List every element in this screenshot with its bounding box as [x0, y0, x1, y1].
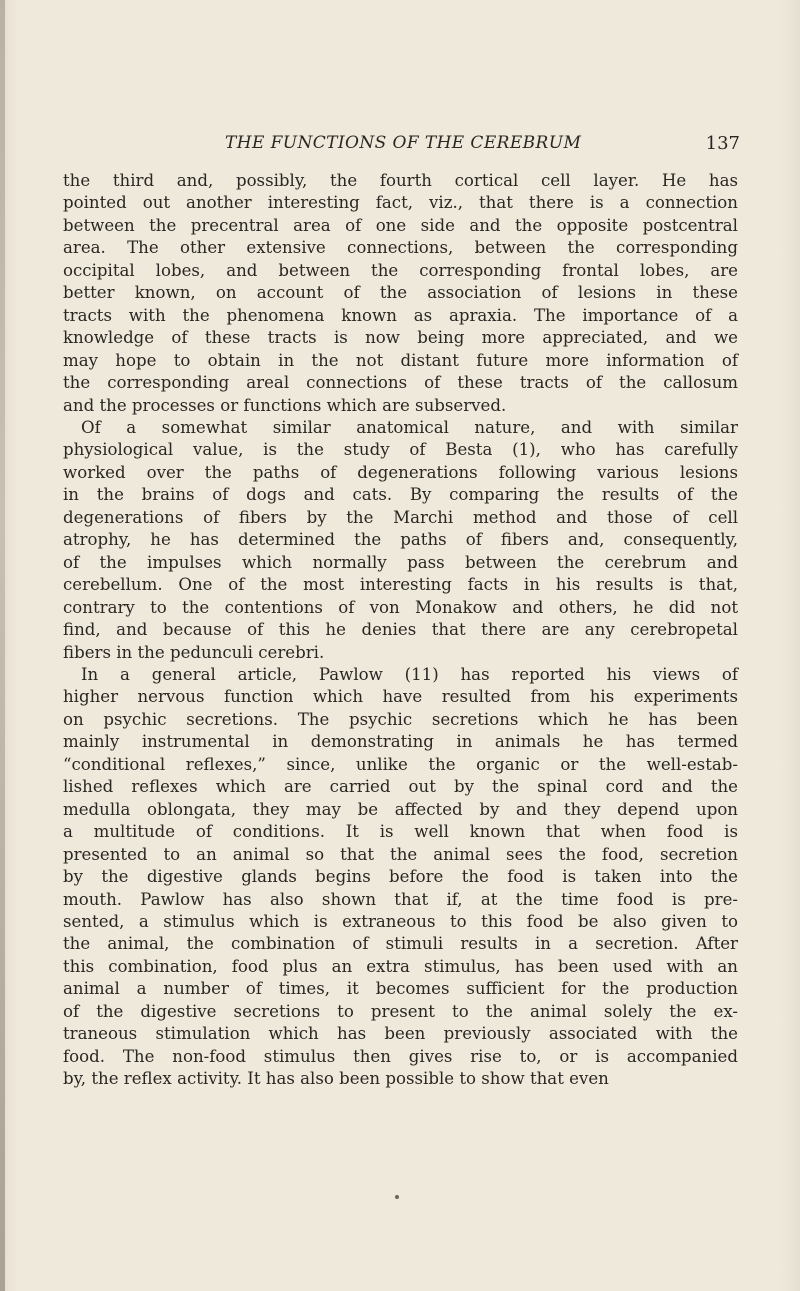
text-line: worked over the paths of degenerations following various lesions [63, 462, 738, 482]
text-line: presented to an animal so that the animal sees the food, secretion [63, 844, 738, 864]
text-line: this combination, food plus an extra stimulus, has been used with an [63, 956, 738, 976]
text-line: a multitude of conditions. It is well known that when food is [63, 822, 738, 842]
text-line: atrophy, he has determined the paths of fibers and, consequently, [63, 530, 738, 550]
text-line: of the impulses which normally pass between the cerebrum and [63, 552, 738, 572]
text-line: animal a number of times, it becomes sufficient for the production [63, 979, 738, 999]
text-line: cerebellum. One of the most interesting facts in his results is that, [63, 575, 738, 595]
text-line: may hope to obtain in the not distant future more information of [63, 350, 738, 370]
text-line: pointed out another interesting fact, viz., that there is a connection [63, 193, 738, 213]
body-text [63, 170, 738, 1091]
page-number: 137 [705, 133, 740, 154]
text-line: occipital lobes, and between the corresponding frontal lobes, are [63, 260, 738, 280]
text-line: the corresponding areal connections of these tracts of the callosum [63, 373, 738, 393]
text-line: area. The other extensive connections, between the corresponding [63, 238, 738, 258]
text-line: by, the reflex activity. It has also been possible to show that even [63, 1069, 609, 1089]
paragraph [63, 170, 738, 417]
text-line: food. The non-food stimulus then gives rise to, or is accompanied [63, 1046, 738, 1066]
ink-speck [395, 1195, 399, 1199]
text-line: lished reflexes which are carried out by the spinal cord and the [63, 777, 738, 797]
text-line: fibers in the pedunculi cerebri. [63, 642, 325, 662]
text-line: Of a somewhat similar anatomical nature, and with similar [81, 417, 738, 437]
text-line: knowledge of these tracts is now being more appreciated, and we [63, 328, 738, 348]
text-line: and the processes or functions which are subserved. [63, 395, 507, 415]
paragraph [63, 664, 738, 1091]
running-title: THE FUNCTIONS OF THE CEREBRUM [225, 133, 582, 153]
text-line: contrary to the contentions of von Monakow and others, he did not [63, 597, 738, 617]
text-line: degenerations of fibers by the Marchi method and those of cell [63, 507, 738, 527]
text-line: mouth. Pawlow has also shown that if, at the time food is pre- [63, 889, 738, 909]
binding-edge [0, 0, 5, 1291]
text-line: better known, on account of the association of lesions in these [63, 283, 738, 303]
text-line: physiological value, is the study of Besta (1), who has carefully [63, 440, 738, 460]
text-line: In a general article, Pawlow (11) has reported his views of [81, 664, 738, 684]
text-line: find, and because of this he denies that there are any cerebropetal [63, 620, 738, 640]
text-line: of the digestive secretions to present to the animal solely the ex- [63, 1001, 738, 1021]
text-line: higher nervous function which have resulted from his experiments [63, 687, 738, 707]
text-line: between the precentral area of one side and the opposite postcentral [63, 215, 738, 235]
text-line: sented, a stimulus which is extraneous to this food be also given to [63, 911, 738, 931]
page-header [225, 133, 740, 159]
text-line: in the brains of dogs and cats. By comparing the results of the [63, 485, 738, 505]
text-line: mainly instrumental in demonstrating in animals he has termed [63, 732, 738, 752]
paragraph [63, 417, 738, 664]
text-line: by the digestive glands begins before the food is taken into the [63, 867, 738, 887]
text-line: tracts with the phenomena known as apraxia. The importance of a [63, 305, 738, 325]
text-line: the animal, the combination of stimuli results in a secretion. After [63, 934, 738, 954]
text-line: medulla oblongata, they may be affected by and they depend upon [63, 799, 738, 819]
text-line: the third and, possibly, the fourth cortical cell layer. He has [63, 171, 738, 190]
text-line: “conditional reflexes,” since, unlike the organic or the well-estab- [63, 754, 738, 774]
text-line: on psychic secretions. The psychic secretions which he has been [63, 709, 738, 729]
text-line: traneous stimulation which has been previously associated with the [63, 1024, 738, 1044]
